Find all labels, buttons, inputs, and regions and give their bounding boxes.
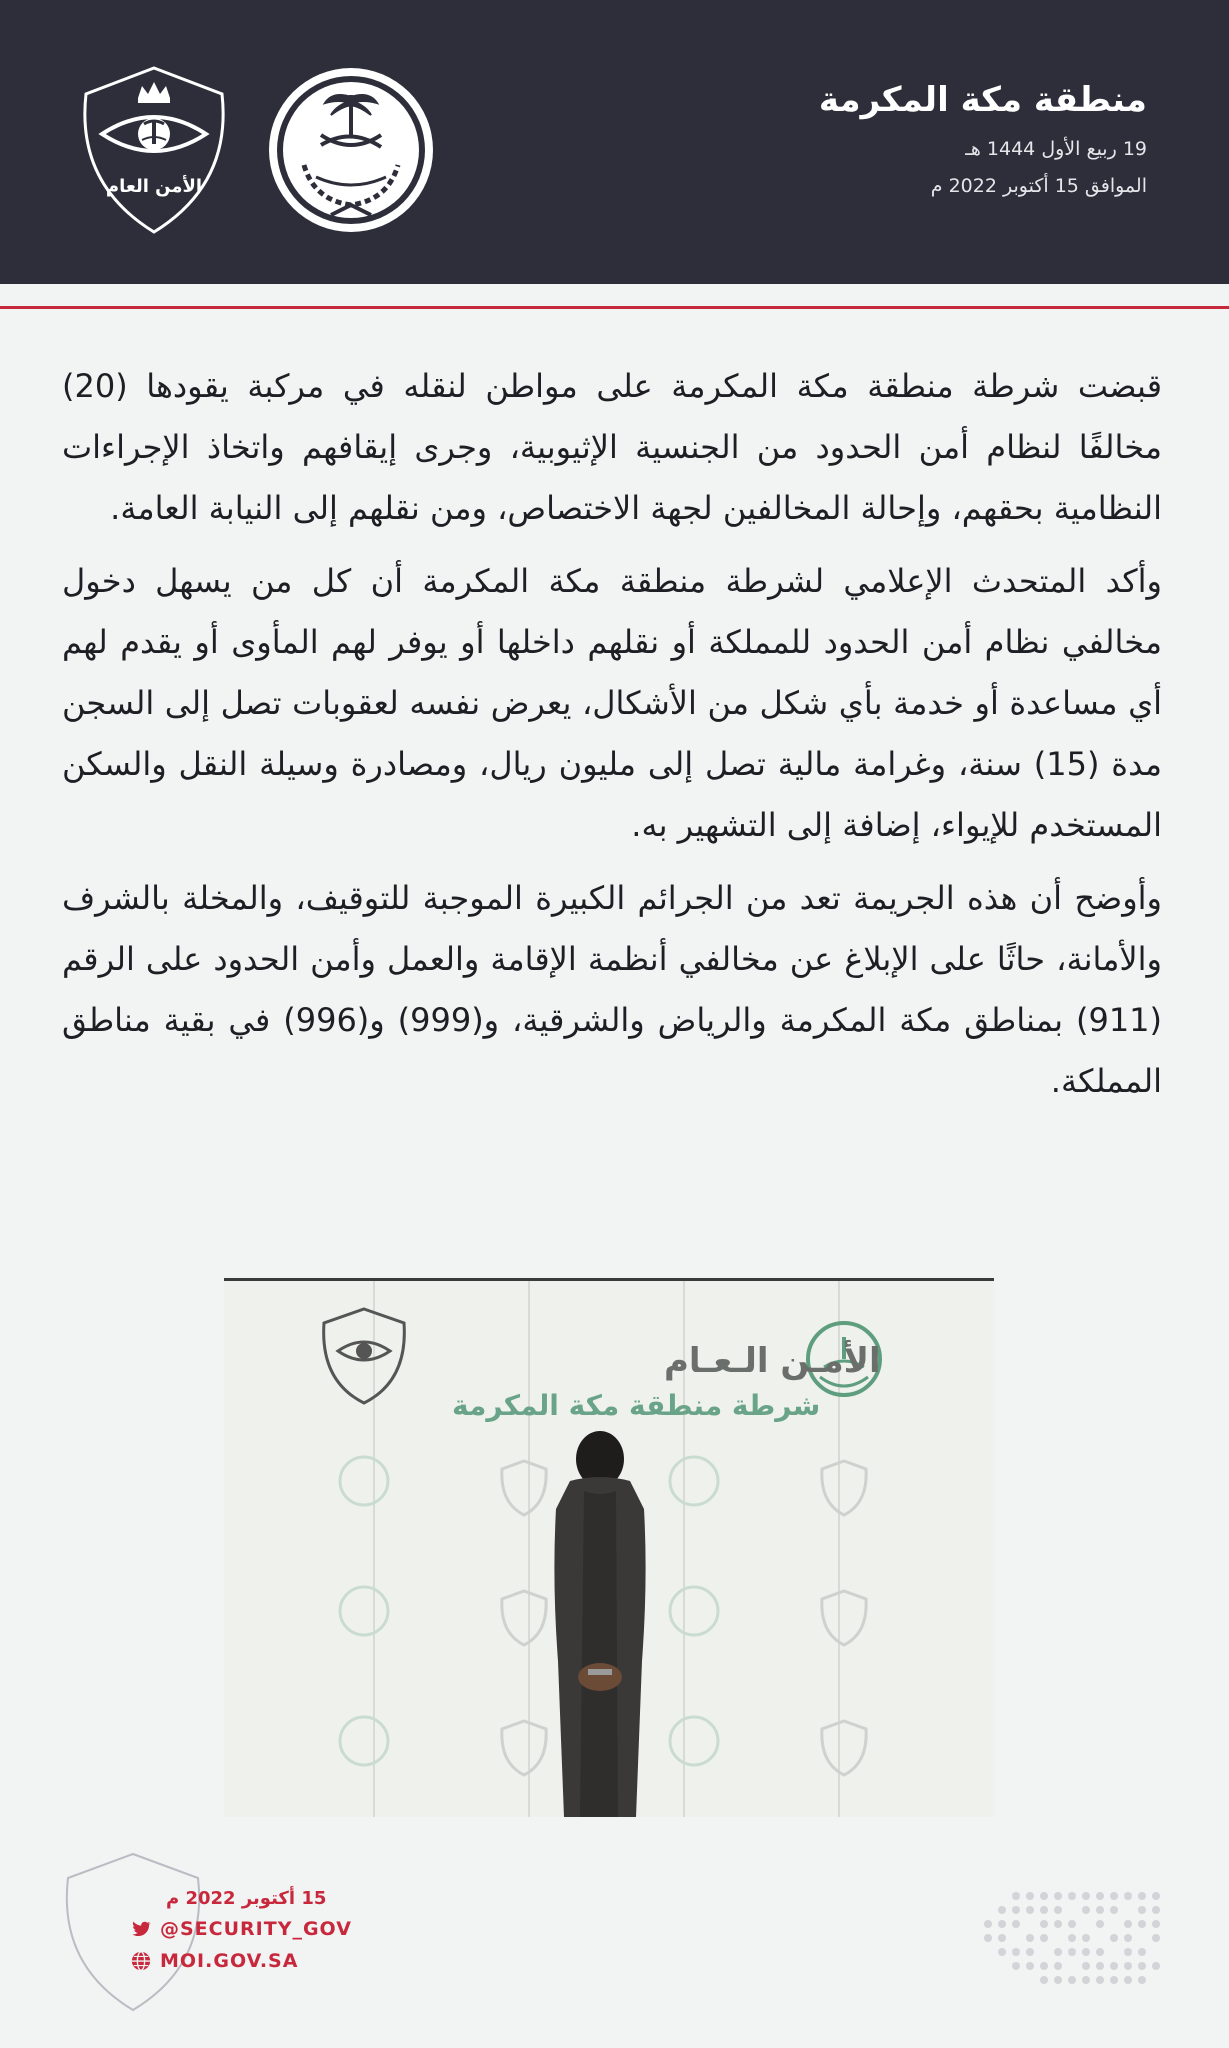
shield-logo-text: الأمن العام [105, 176, 203, 197]
paragraph-3: وأوضح أن هذه الجريمة تعد من الجرائم الكبيرة الموجبة للتوقيف، والمخلة بالشرف والأمانة، حاثًا على الإبلاغ عن مخالفي أنظمة الإقامة والعمل وأمن الحدود على الرقم (911) بمناطق مكة المكرمة والرياض والشرقية، و(999) و(996) في بقية مناطق المملكة. [62, 879, 1163, 1100]
backdrop-subtitle: شرطة منطقة مكة المكرمة [452, 1389, 821, 1422]
footer-date: 15 أكتوبر 2022 م [166, 1888, 327, 1909]
news-photo [224, 1278, 994, 1817]
accent-divider [0, 306, 1229, 309]
ministry-emblem-icon [266, 65, 436, 235]
paragraph-2: وأكد المتحدث الإعلامي لشرطة منطقة مكة المكرمة أن كل من يسهل دخول مخالفي نظام أمن الحدود للمملكة أو نقلهم داخلها أو يوفر لهم المأوى أو يقدم لهم أي مساعدة أو خدمة بأي شكل من الأشكال، يعرض نفسه لعقوبات تصل إلى السجن مدة (15) سنة، وغرامة مالية تصل إلى مليون ريال، ومصادرة وسيلة النقل والسكن المستخدم للإيواء، إضافة إلى التشهير به. [62, 562, 1163, 844]
page-header [0, 0, 1229, 284]
hijri-date: 19 ربيع الأول 1444 هـ [965, 138, 1147, 160]
twitter-handle: @SECURITY_GOV [160, 1918, 352, 1940]
gregorian-date: الموافق 15 أكتوبر 2022 م [930, 175, 1147, 197]
detained-person-figure [554, 1431, 645, 1817]
globe-icon [130, 1950, 152, 1972]
dot-pattern-icon [976, 1888, 1166, 1988]
region-title: منطقة مكة المكرمة [818, 80, 1147, 120]
paragraph-1: قبضت شرطة منطقة مكة المكرمة على مواطن لنقله في مركبة يقودها (20) مخالفًا لنظام أمن الحدود من الجنسية الإثيوبية، وجرى إيقافهم واتخاذ الإجراءات النظامية بحقهم، وإحالة المخالفين لجهة الاختصاص، ومن نقلهم إلى النيابة العامة. [62, 367, 1162, 527]
twitter-icon [130, 1918, 152, 1940]
public-security-shield-icon [72, 64, 236, 236]
website-link[interactable] [130, 1950, 298, 1972]
twitter-link[interactable] [130, 1918, 352, 1940]
website-url: MOI.GOV.SA [160, 1950, 299, 1972]
backdrop-title: الأمـن الـعـام [664, 1341, 881, 1381]
article-body [62, 356, 1162, 1124]
